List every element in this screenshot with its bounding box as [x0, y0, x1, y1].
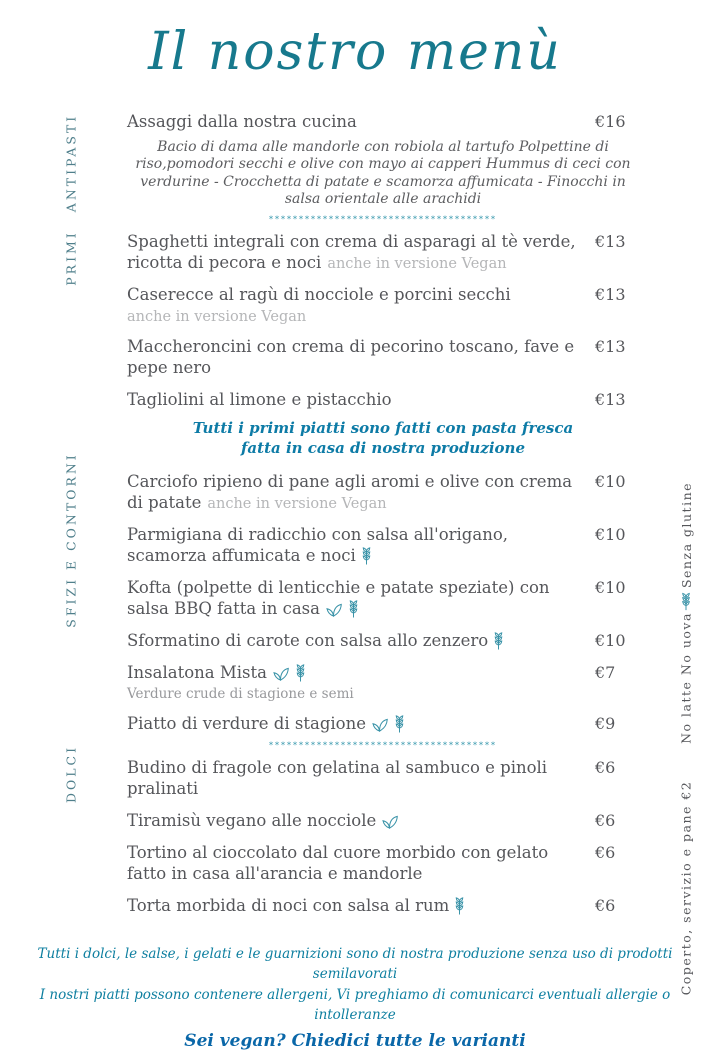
right-label-no-latte-no-uova	[679, 612, 694, 744]
leaf-icon	[370, 718, 389, 732]
page-title: Il nostro menù	[148, 22, 562, 82]
menu-item-spaghetti	[127, 232, 639, 274]
dish-price: €13	[595, 231, 626, 251]
primi-footnote-line1: Tutti i primi piatti sono fatti con pasta fresca	[192, 419, 574, 438]
primi-footnote	[127, 419, 639, 458]
dish-price: €6	[595, 895, 616, 915]
section-label-primi: PRIMI	[63, 230, 79, 286]
dish-name: Maccheroncini con crema di pecorino toscano, fave e pepe nero	[127, 337, 575, 378]
footer	[25, 944, 685, 1051]
vegan-variant-note: anche in versione Vegan	[127, 308, 307, 325]
footer-vegan-cta: Sei vegan? Chiedici tutte le varianti	[184, 1031, 526, 1051]
menu-item-caserecce	[127, 285, 639, 326]
dish-price: €9	[595, 713, 616, 733]
dish-price: €13	[595, 337, 626, 357]
dish-price: €6	[595, 757, 616, 777]
wheat-icon	[680, 593, 693, 611]
dish-price: €10	[595, 524, 626, 544]
vegan-variant-note: anche in versione Vegan	[327, 255, 507, 272]
dish-name: Tagliolini al limone e pistacchio	[127, 390, 392, 410]
menu-item-tortino	[127, 843, 639, 885]
dish-name: Torta morbida di noci con salsa al rum	[127, 895, 450, 915]
dish-name: Assaggi dalla nostra cucina	[127, 112, 357, 131]
dish-price: €10	[595, 630, 626, 650]
dish-name: Tiramisù vegano alle nocciole	[127, 810, 377, 830]
menu-item-budino	[127, 758, 639, 800]
dish-name: Spaghetti integrali con crema di asparagi al tè verde, ricotta di pecora e noci	[127, 231, 576, 272]
dish-price: €10	[595, 472, 626, 492]
section-label-sfizi-e-contorni: SFIZI E CONTORNI	[63, 452, 79, 628]
dish-name: Tortino al cioccolato dal cuore morbido con gelato fatto in casa all'arancia e mandorle	[127, 842, 549, 883]
footer-note-production: Tutti i dolci, le salse, i gelati e le guarnizioni sono di nostra produzione senza uso di prodotti semilavorati	[37, 946, 673, 983]
menu-item-sformatino	[127, 631, 639, 652]
footer-note-allergens: I nostri piatti possono contenere allergeni, Vi preghiamo di comunicarci eventuali allergie o intolleranze	[39, 986, 671, 1023]
dish-name: Piatto di verdure di stagione	[127, 713, 366, 733]
dish-name: Budino di fragole con gelatina al sambuco e pinoli pralinati	[127, 757, 548, 798]
dish-price: €16	[595, 112, 626, 131]
menu-item-tagliolini	[127, 390, 639, 411]
dish-price: €6	[595, 842, 616, 862]
dish-name: Sformatino di carote con salsa allo zenzero	[127, 630, 489, 650]
leaf-icon	[380, 815, 399, 829]
menu-content	[127, 112, 639, 928]
dish-description: Bacio di dama alle mandorle con robiola al tartufo Polpettine di riso,pomodori secchi e olive con mayo ai capperi Hummus di ceci con verdurine - Crocchetta di patate e scamorza affumicata - Finocchi in salsa orientale alle arachidi	[135, 138, 631, 208]
dish-price: €10	[595, 577, 626, 597]
wheat-icon	[393, 715, 406, 733]
right-label-senza-glutine	[677, 482, 695, 608]
section-label-dolci: DOLCI	[63, 744, 79, 804]
dish-name: Insalatona Mista	[127, 662, 267, 682]
section-label-antipasti: ANTIPASTI	[63, 113, 79, 213]
primi-footnote-line2: fatta in casa di nostra produzione	[240, 438, 526, 457]
menu-item-kofta	[127, 578, 639, 620]
senza-glutine-label: Senza glutine	[678, 481, 694, 589]
menu-item-carciofo	[127, 472, 639, 514]
wheat-icon	[347, 600, 360, 618]
dish-price: €6	[595, 810, 616, 830]
dish-price: €13	[595, 390, 626, 410]
section-divider: **************************************	[269, 214, 497, 224]
dish-price: €7	[595, 662, 616, 682]
leaf-icon	[271, 667, 290, 681]
dish-subtitle: Verdure crude di stagione e semi	[127, 685, 354, 702]
dish-name: Kofta (polpette di lenticchie e patate speziate) con salsa BBQ fatta in casa	[127, 577, 550, 618]
wheat-icon	[453, 897, 466, 915]
menu-item-torta-noci	[127, 896, 639, 917]
menu-item-insalatona	[127, 663, 639, 703]
dish-name: Caserecce al ragù di nocciole e porcini secchi	[127, 284, 511, 304]
coperto-label: Coperto, servizio e pane €2	[678, 780, 694, 996]
dish-name: Carciofo ripieno di pane agli aromi e olive con crema di patate	[127, 472, 573, 513]
menu-item-assaggi	[127, 112, 639, 133]
dish-name: Parmigiana di radicchio con salsa all'origano, scamorza affumicata e noci	[127, 524, 509, 565]
wheat-icon	[294, 664, 307, 682]
menu-item-piatto-verdure	[127, 714, 639, 735]
wheat-icon	[492, 632, 505, 650]
section-divider: **************************************	[269, 740, 497, 750]
vegan-variant-note: anche in versione Vegan	[207, 496, 387, 513]
dish-price: €13	[595, 284, 626, 304]
menu-item-tiramisu	[127, 811, 639, 832]
menu-item-maccheroncini	[127, 337, 639, 379]
wheat-icon	[360, 547, 373, 565]
leaf-icon	[324, 603, 343, 617]
no-latte-label: No latte No uova	[678, 612, 694, 744]
menu-item-parmigiana	[127, 525, 639, 567]
